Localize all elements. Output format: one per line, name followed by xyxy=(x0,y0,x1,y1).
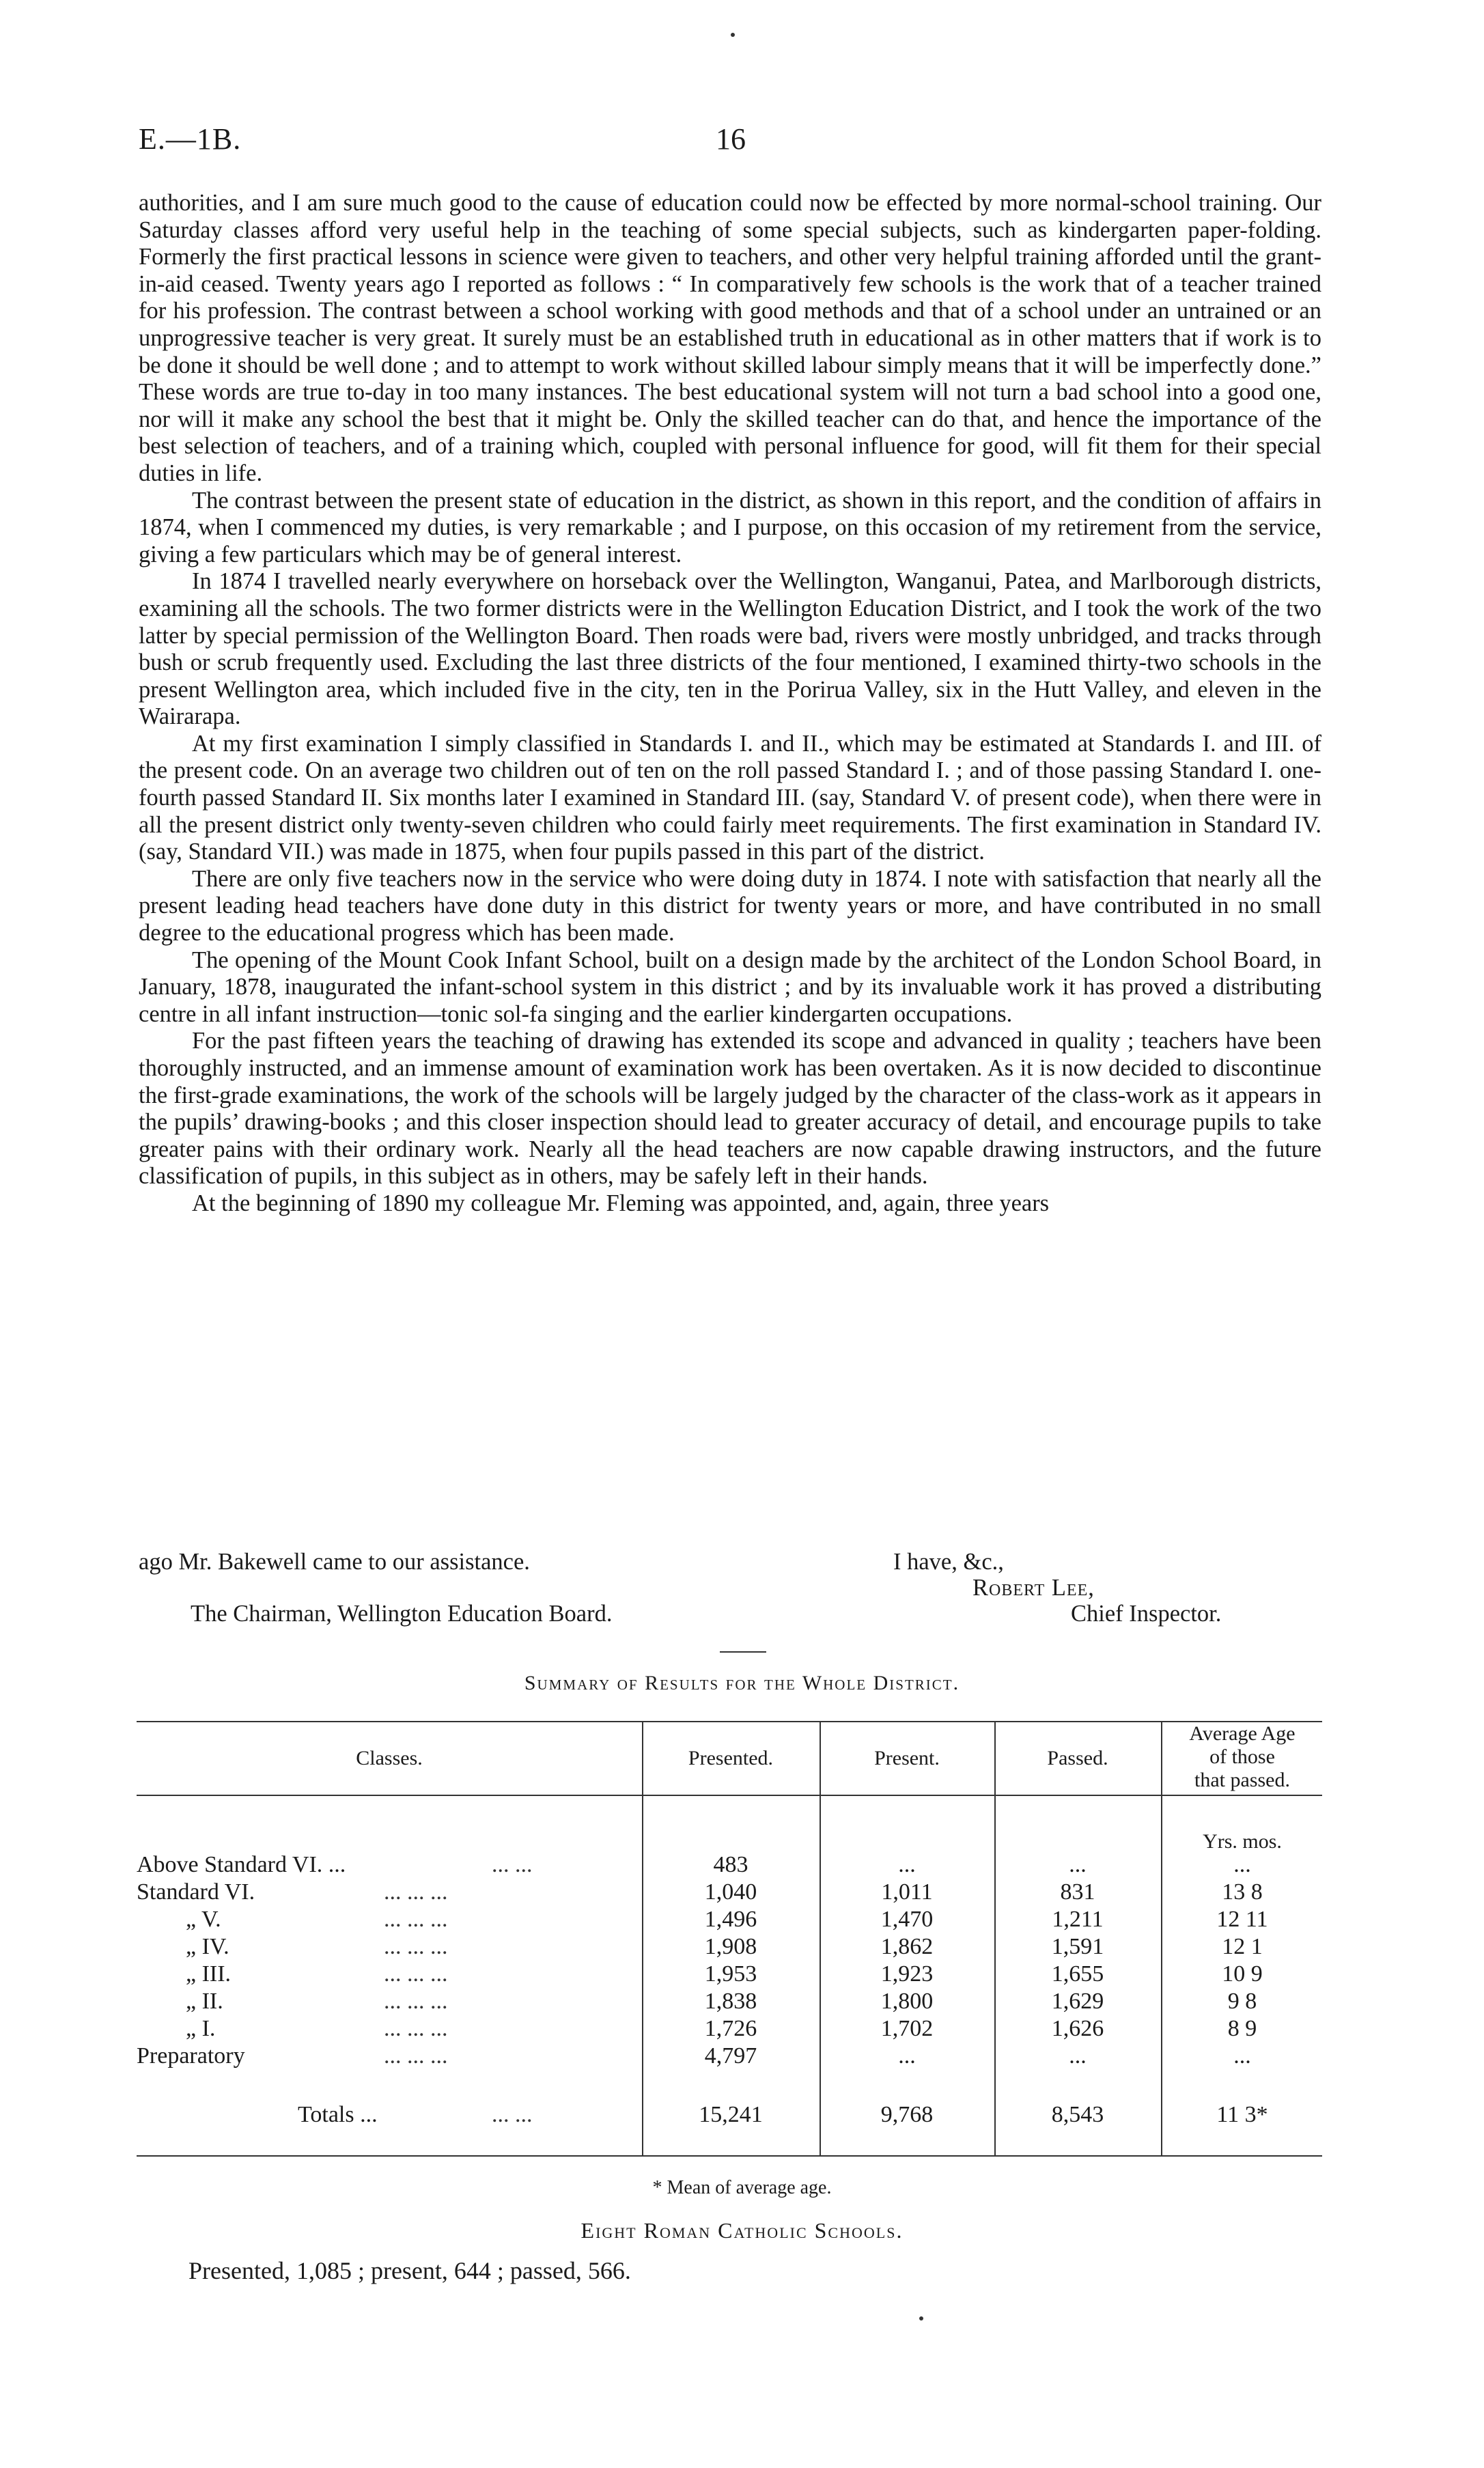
cell-present: 1,470 xyxy=(880,1907,934,1932)
header-passed: Passed. xyxy=(1047,1747,1108,1769)
page-number: 16 xyxy=(716,122,746,156)
scan-speck xyxy=(731,33,735,37)
summary-title: Summary of Results for the Whole District. xyxy=(524,1672,960,1694)
header-age-line-1: Average Age xyxy=(1189,1722,1296,1745)
table-bottom-rule xyxy=(137,2155,1322,2157)
header-age-line-2: of those xyxy=(1209,1745,1275,1768)
header-bottom-rule xyxy=(137,1795,1322,1796)
leader-dots: ... ... ... xyxy=(384,1879,448,1905)
leader-dots: ... ... ... xyxy=(384,1989,448,2014)
leader-dots: ... ... xyxy=(492,1852,533,1877)
cell-age: 8 9 xyxy=(1227,2016,1257,2041)
total-present: 9,768 xyxy=(880,2102,934,2127)
header-age-line-3: that passed. xyxy=(1194,1769,1290,1791)
cell-passed: ... xyxy=(1069,1852,1087,1877)
roman-catholic-title: Eight Roman Catholic Schools. xyxy=(580,2218,904,2243)
header-present: Present. xyxy=(874,1747,940,1769)
paragraph-contrast: The contrast between the present state of education in the district, as shown in this report, and the condition of affairs in 1874, when I commenced my duties, is very remarkable ; and I purpose, on this occasion of my retirement from the service, giving a few particulars which may be of general interest. xyxy=(139,487,1321,567)
paragraph-first-examination: At my first examination I simply classified in Standards I. and II., which may be estimated at Standards I. and III. of the present code. On an average two children out of ten on the roll passed Standard I. ; and of those passing Standard I. one-fourth passed Standard II. Six months later I examined in Standard III. (say, Standard V. of present code), when there were in all the present district only twenty-seven children who could fairly meet requirements. The first examination in Standard IV. (say, Standard VII.) was made in 1875, when four pupils passed in this part of the district. xyxy=(139,730,1321,865)
closing-line: ago Mr. Bakewell came to our assistance. xyxy=(139,1549,530,1575)
cell-age: 10 9 xyxy=(1222,1961,1263,1987)
cell-passed: 831 xyxy=(1060,1879,1095,1905)
leader-dots: ... ... ... xyxy=(384,1961,448,1987)
cell-passed: 1,211 xyxy=(1052,1907,1104,1932)
table-row-label: „ V. xyxy=(186,1907,221,1932)
paragraph-normal-school: authorities, and I am sure much good to the cause of education could now be effected by more normal-school training. Our Saturday classes afford very useful help in the teaching of some special subjects, such as kindergarten paper-folding. Formerly the first practical lessons in science were given to teachers, and other very helpful training afforded until the grant-in-aid ceased. Twenty years ago I reported as follows : “ In comparatively few schools is the work that of a teacher trained for his profession. The contrast between a school working with good methods and that of a school under an untrained or an unprogressive teacher is very great. It surely must be an established truth in educational as in other matters that if work is to be done it should be well done ; and to attempt to work without skilled labour simply means that it will be imperfectly done.” These words are true to-day in too many instances. The best educational system will not turn a bad school into a good one, nor will it make any school the best that it might be. Only the skilled teacher can do that, and hence the importance of the best selection of teachers, and of a training which, coupled with personal influence for good, will fit them for their special duties in life. xyxy=(139,190,1321,486)
cell-presented: 1,726 xyxy=(704,2016,757,2041)
header-presented: Presented. xyxy=(688,1747,774,1769)
leader-dots: ... ... ... xyxy=(384,1907,448,1932)
cell-present: 1,923 xyxy=(880,1961,934,1987)
paragraph-infant-school: The opening of the Mount Cook Infant School, built on a design made by the architect of the London School Board, in January, 1878, inaugurated the infant-school system in this district ; and by its invaluable work it has proved a distributing centre in all infant instruction—tonic sol-fa singing and the earlier kindergarten occupations. xyxy=(139,946,1321,1027)
age-units: Yrs. mos. xyxy=(1203,1830,1282,1853)
table-row-label: Above Standard VI. ... xyxy=(137,1852,346,1877)
cell-passed: ... xyxy=(1069,2043,1087,2069)
cell-age: 12 1 xyxy=(1222,1934,1263,1959)
total-passed: 8,543 xyxy=(1051,2102,1104,2127)
cell-passed: 1,626 xyxy=(1051,2016,1104,2041)
leader-dots: ... ... ... xyxy=(384,2043,448,2069)
paragraph-colleagues: At the beginning of 1890 my colleague Mr. Fleming was appointed, and, again, three years xyxy=(192,1190,1050,1216)
cell-present: 1,011 xyxy=(881,1879,933,1905)
report-body xyxy=(139,190,1321,1218)
cell-passed: 1,591 xyxy=(1051,1934,1104,1959)
total-age: 11 3* xyxy=(1216,2102,1268,2127)
leader-dots: ... ... xyxy=(492,2102,533,2127)
totals-label: Totals ... xyxy=(298,2102,378,2127)
paragraph-teachers: There are only five teachers now in the service who were doing duty in 1874. I note with satisfaction that nearly all the present leading head teachers have done duty in this district for twenty years or more, and have contributed in no small degree to the educational progress which has been made. xyxy=(139,865,1321,946)
cell-presented: 1,040 xyxy=(704,1879,757,1905)
header-classes: Classes. xyxy=(356,1747,423,1769)
signatory-title: Chief Inspector. xyxy=(1071,1601,1222,1627)
header-average-age xyxy=(1162,1722,1322,1792)
cell-passed: 1,629 xyxy=(1051,1989,1104,2014)
cell-present: 1,800 xyxy=(880,1989,934,2014)
cell-age: 9 8 xyxy=(1227,1989,1257,2014)
scan-speck xyxy=(919,2316,923,2320)
cell-present: ... xyxy=(898,2043,916,2069)
cell-passed: 1,655 xyxy=(1051,1961,1104,1987)
table-footnote: * Mean of average age. xyxy=(652,2177,832,2198)
leader-dots: ... ... ... xyxy=(384,1934,448,1959)
cell-age: 12 11 xyxy=(1216,1907,1268,1932)
summary-table xyxy=(137,1709,1322,2168)
signature: Robert Lee, xyxy=(972,1575,1095,1601)
total-presented: 15,241 xyxy=(699,2102,763,2127)
cell-presented: 483 xyxy=(713,1852,748,1877)
cell-age: ... xyxy=(1233,1852,1251,1877)
cell-presented: 1,838 xyxy=(704,1989,757,2014)
cell-presented: 1,908 xyxy=(704,1934,757,1959)
cell-age: ... xyxy=(1233,2043,1251,2069)
cell-presented: 1,496 xyxy=(704,1907,757,1932)
roman-catholic-results: Presented, 1,085 ; present, 644 ; passed, 566. xyxy=(188,2257,631,2284)
table-row-label: „ III. xyxy=(186,1961,232,1987)
cell-present: ... xyxy=(898,1852,916,1877)
table-row-label: Preparatory xyxy=(137,2043,245,2069)
cell-presented: 1,953 xyxy=(704,1961,757,1987)
paragraph-drawing: For the past fifteen years the teaching of drawing has extended its scope and advanced in quality ; teachers have been thoroughly instructed, and an immense amount of examination work has been overtaken. As it is now decided to discontinue the first-grade examinations, the work of the schools will be largely judged by the character of the class-work as it appears in the pupils’ drawing-books ; and this closer inspection should lead to greater accuracy of detail, and encourage pupils to take greater pains with their ordinary work. Nearly all the head teachers are now capable drawing instructors, and the future classification of pupils, in this subject as in others, may be safely left in their hands. xyxy=(139,1028,1321,1190)
leader-dots: ... ... ... xyxy=(384,2016,448,2041)
table-row-label: „ IV. xyxy=(186,1934,229,1959)
section-divider xyxy=(720,1651,766,1653)
table-top-rule xyxy=(137,1721,1322,1722)
cell-presented: 4,797 xyxy=(704,2043,757,2069)
table-row-label: Standard VI. xyxy=(137,1879,255,1905)
report-reference: E.—1B. xyxy=(139,122,242,156)
cell-age: 13 8 xyxy=(1222,1879,1263,1905)
cell-present: 1,862 xyxy=(880,1934,934,1959)
addressee: The Chairman, Wellington Education Board. xyxy=(191,1601,613,1627)
salutation: I have, &c., xyxy=(893,1549,1004,1575)
paragraph-1874-travel: In 1874 I travelled nearly everywhere on horseback over the Wellington, Wanganui, Patea, and Marlborough districts, examining all the schools. The two former districts were in the Wellington Education District, and I took the work of the two latter by special permission of the Wellington Board. Then roads were bad, rivers were mostly unbridged, and tracks through bush or scrub frequently used. Excluding the last three districts of the four mentioned, I examined thirty-two schools in the present Wellington area, which included five in the city, ten in the Porirua Valley, six in the Hutt Valley, and eleven in the Wairarapa. xyxy=(139,568,1321,730)
table-row-label: „ II. xyxy=(186,1989,223,2014)
cell-present: 1,702 xyxy=(880,2016,934,2041)
table-row-label: „ I. xyxy=(186,2016,216,2041)
